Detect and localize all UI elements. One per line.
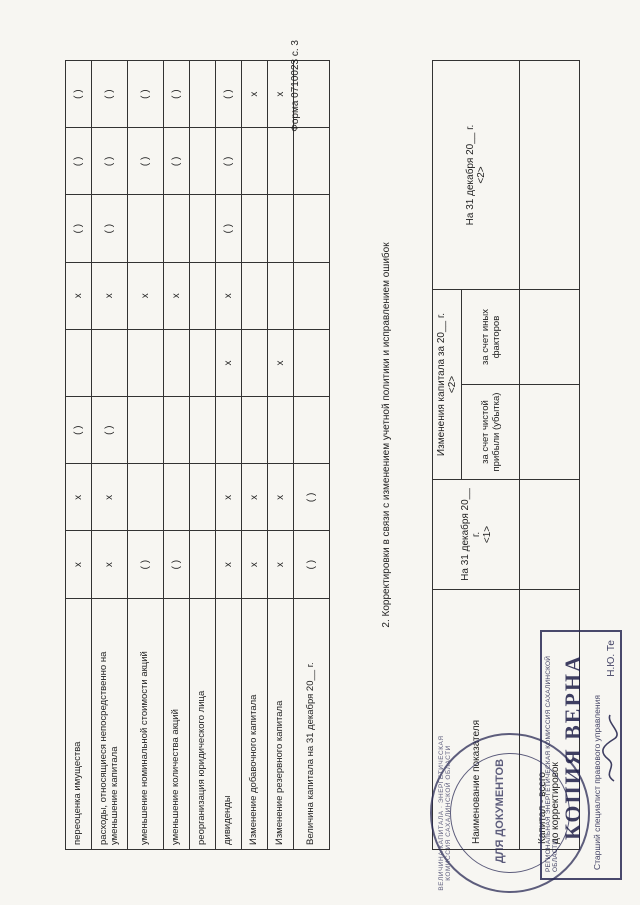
cell [128,329,164,396]
cell: ( ) [216,195,242,262]
row-label: расходы, относящиеся непосредственно на уменьшение капитала [92,598,128,849]
stamp-ring-text: ВЕЛИЧИНА КАПИТАЛА · ЭНЕРГЕТИЧЕСКАЯ КОМИССИЯ САХАЛИНСКОЙ ОБЛАСТИ [438,735,452,891]
row-label: переоценка имущества [66,598,92,849]
cell [128,195,164,262]
cell: x [164,262,190,329]
cell [128,464,164,531]
cell [242,329,268,396]
cell [520,290,580,385]
row-label: дивиденды [216,598,242,849]
sub-other-header: за счет иных факторов [462,290,520,385]
cell [190,262,216,329]
cell [164,195,190,262]
cell [216,397,242,464]
cell: x [92,464,128,531]
cell: x [216,329,242,396]
cell [128,397,164,464]
cell: x [66,464,92,531]
cell: x [268,531,294,598]
cell: x [216,464,242,531]
cell: x [128,262,164,329]
cell [242,262,268,329]
cell [164,329,190,396]
form-number: Форма 0710023 с. 3 [290,40,301,132]
cell [294,262,330,329]
cell: ( ) [128,531,164,598]
cell [190,128,216,195]
col-changes-header: Изменения капитала за 20__ г. <2> [433,290,462,480]
cell: ( ) [216,128,242,195]
cell [164,464,190,531]
cell [164,397,190,464]
cell: ( ) [66,128,92,195]
cell [190,61,216,128]
table-row [164,61,190,850]
cell [294,397,330,464]
table-row [294,61,330,850]
cell: ( ) [216,61,242,128]
capital-total-row-label: Капитал - всего до корректировок [520,590,580,850]
cell [242,397,268,464]
cell [294,195,330,262]
row-label: уменьшение номинальной стоимости акций [128,598,164,849]
cell [190,329,216,396]
sub-profit-header: за счет чистой прибыли (убытка) [462,385,520,480]
cell: x [268,61,294,128]
cell: x [66,531,92,598]
col-dec31-a-header: На 31 декабря 20__ г. <1> [433,480,520,590]
row-label: уменьшение количества акций [164,598,190,849]
cell: x [242,531,268,598]
cell [268,128,294,195]
cell: x [92,531,128,598]
row-label: Величина капитала на 31 декабря 20__ г. [294,598,330,849]
cell: x [242,61,268,128]
cell: ( ) [66,397,92,464]
cell [268,397,294,464]
signature-icon [600,713,620,783]
cell: ( ) [92,195,128,262]
table-row [92,61,128,850]
stamp-position: Старший специалист правового управления [592,695,602,870]
cell: ( ) [92,128,128,195]
table-row [268,61,294,850]
cell [242,128,268,195]
cell [520,480,580,590]
stamp-name: Н.Ю. Те [606,640,617,677]
cell [190,397,216,464]
row-label: реорганизация юридического лица [190,598,216,849]
table-row [190,61,216,850]
cell: x [268,464,294,531]
cell [190,464,216,531]
row-label: Изменение добавочного капитала [242,598,268,849]
cell: x [242,464,268,531]
cell [268,262,294,329]
table-row [128,61,164,850]
col-name-header: Наименование показателя [433,590,520,850]
cell: ( ) [164,128,190,195]
section2-title: 2. Корректировки в связи с изменением учетной политики и исправлением ошибок [381,242,392,628]
cell: x [216,262,242,329]
cell [242,195,268,262]
cell: ( ) [164,531,190,598]
col-dec31-b-header: На 31 декабря 20__ г. <2> [433,61,520,290]
cell [268,195,294,262]
cell: ( ) [92,397,128,464]
cell: x [66,262,92,329]
cell [92,329,128,396]
cell: ( ) [92,61,128,128]
cell: ( ) [294,531,330,598]
cell [66,329,92,396]
cell [190,195,216,262]
table-row [216,61,242,850]
stamp-title: КОПИЯ ВЕРНА [560,654,585,840]
row-label: Изменение резервного капитала [268,598,294,849]
cell [520,385,580,480]
cell: x [268,329,294,396]
cell: x [92,262,128,329]
cell [520,61,580,290]
cell: ( ) [66,61,92,128]
cell: ( ) [128,128,164,195]
cell [294,329,330,396]
cell [190,531,216,598]
stamp-center-text: ДЛЯ ДОКУМЕНТОВ [494,758,506,864]
cell: ( ) [66,195,92,262]
cell: ( ) [294,464,330,531]
cell [294,128,330,195]
cell: x [216,531,242,598]
capital-changes-table [65,60,330,850]
stamp-org: РЕГИОНАЛЬНАЯ ЭНЕРГЕТИЧЕСКАЯ КОМИССИЯ САХАЛИНСКОЙ ОБЛАСТИ [545,655,559,872]
cell: ( ) [164,61,190,128]
cell: ( ) [128,61,164,128]
table-row [242,61,268,850]
table-row [66,61,92,850]
certified-copy-stamp [540,630,622,880]
